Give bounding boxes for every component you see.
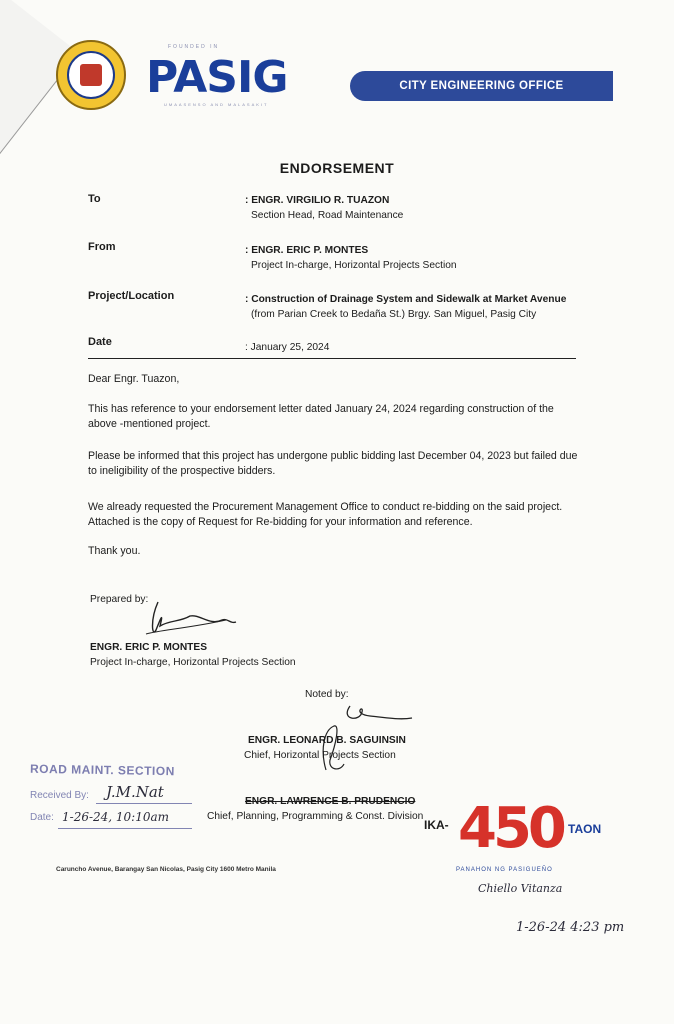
- received-by-label: Received By:: [30, 790, 89, 801]
- project-value: [245, 292, 566, 322]
- prepared-name: ENGR. ERIC P. MONTES: [90, 642, 207, 653]
- project-line1: : Construction of Drainage System and Sidewalk at Market Avenue: [245, 294, 567, 305]
- logo-450-prefix: IKA-: [424, 818, 449, 832]
- noted-by-label: Noted by:: [305, 689, 349, 700]
- from-label: From: [88, 241, 116, 253]
- pasig-logo: PASIG: [146, 52, 288, 103]
- footer-address: Caruncho Avenue, Barangay San Nicolas, Pasig City 1600 Metro Manila: [56, 866, 276, 873]
- date-label: Date: [88, 336, 112, 348]
- to-name: : ENGR. VIRGILIO R. TUAZON: [245, 195, 390, 206]
- to-label: To: [88, 193, 101, 205]
- salutation: Dear Engr. Tuazon,: [88, 373, 180, 385]
- logo-450-number-text: 450: [458, 796, 563, 861]
- paragraph-1: This has reference to your endorsement letter dated January 24, 2024 regarding construction of the above -mentioned project.: [88, 403, 554, 430]
- from-name: : ENGR. ERIC P. MONTES: [245, 245, 369, 256]
- pasig-logo-small-text: FOUNDED IN: [168, 44, 220, 50]
- project-label: Project/Location: [88, 290, 175, 302]
- paragraph-2: Please be informed that this project has undergone public bidding last December 04, 2023 but failed due to ineligibility of the prospective bidders.: [88, 450, 578, 477]
- receipt-datetime: 1-26-24 4:23 pm: [516, 920, 625, 935]
- receipt-name: Chiello Vitanza: [478, 882, 563, 895]
- city-seal-logo: [56, 40, 126, 110]
- noted2-position: Chief, Planning, Programming & Const. Division: [207, 811, 424, 822]
- closing: Thank you.: [88, 545, 141, 557]
- from-position: Project In-charge, Horizontal Projects Section: [251, 260, 457, 271]
- to-value: [245, 193, 403, 223]
- noted2-name: ENGR. LAWRENCE B. PRUDENCIO: [245, 796, 416, 807]
- received-date-line: [58, 828, 192, 829]
- document-title: ENDORSEMENT: [279, 160, 395, 176]
- logo-450-number: [458, 796, 563, 861]
- prepared-position: Project In-charge, Horizontal Projects Section: [90, 657, 296, 668]
- received-date-value: 1-26-24, 10:10am: [62, 810, 170, 824]
- date-value: : January 25, 2024: [245, 342, 330, 353]
- logo-450-suffix: TAON: [568, 822, 602, 836]
- logo-450-tagline: PANAHON NG PASIGUEÑO: [456, 867, 553, 873]
- noted1-position: Chief, Horizontal Projects Section: [244, 750, 396, 761]
- received-stamp-title: ROAD MAINT. SECTION: [29, 761, 175, 779]
- received-by-line: [96, 803, 192, 804]
- received-date-label: Date:: [30, 812, 54, 823]
- received-by-value: J.M.Nat: [106, 783, 164, 801]
- project-line2: (from Parian Creek to Bedaña St.) Brgy. San Miguel, Pasig City: [251, 309, 537, 320]
- prepared-by-label: Prepared by:: [90, 594, 149, 605]
- noted1-name: ENGR. LEONARD B. SAGUINSIN: [248, 735, 406, 746]
- from-value: [245, 243, 457, 273]
- office-banner: CITY ENGINEERING OFFICE: [350, 71, 613, 101]
- pasig-logo-tagline: UMAASENSO AND MALASAKIT: [164, 102, 269, 107]
- header-divider: [88, 358, 576, 359]
- to-position: Section Head, Road Maintenance: [251, 210, 404, 221]
- paragraph-3: We already requested the Procurement Management Office to conduct re-bidding on the said project. Attached is the copy of Request for Re-bidding for your information and reference.: [88, 501, 563, 528]
